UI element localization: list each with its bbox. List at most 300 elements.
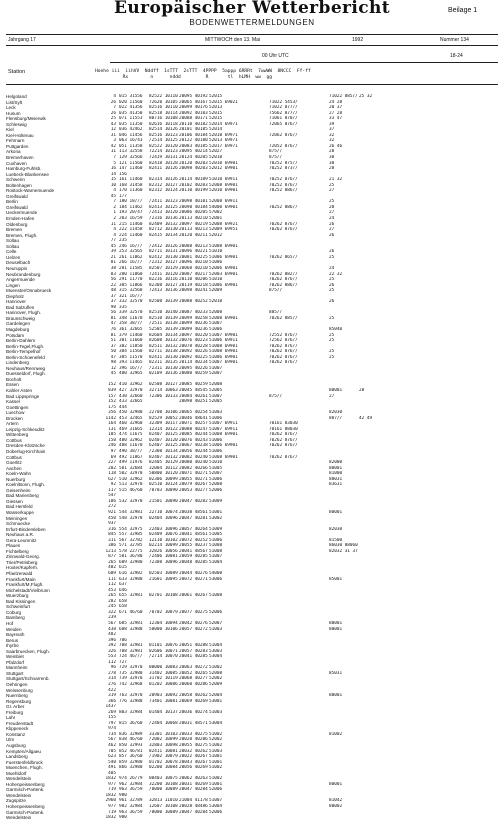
report-cell: 20098 40251 [179,399,208,405]
report-cell: 82522 10110 [149,94,178,99]
report-cell: 474 11675 [119,432,143,438]
time-range-label: 18-24 [450,53,463,59]
report-cell: 51006 69901 [209,282,238,288]
report-cell: 51008 69901 [209,243,238,249]
report-cell: 20 37 [329,105,343,111]
report-cell: 20065 40167 [179,99,208,105]
station-name: Bad Kissingen [6,598,36,604]
report-cell: 20087 40233 [179,310,208,316]
report-cell: 20088 40247 [179,426,208,432]
report-cell: 26 [329,282,335,288]
report-cell: 53004 [209,654,223,660]
report-cell: 339 32570 [119,310,143,316]
report-cell [269,815,329,821]
report-cell: 24 28 [329,99,343,105]
station-name: Freiburg [6,709,24,715]
report-cell: 20047 40284 [179,787,208,793]
report-cell: 70252 875// [269,160,298,166]
station-name: Frankfurt/M,Flugh. [6,582,44,588]
report-cell: 20067 40238 [179,443,208,449]
report-cell: 857 36/60 [119,754,143,760]
report-cell: 50 [110,349,116,355]
report-cell: 72308 10096 [149,559,178,565]
report-cell: 51006 [209,537,223,543]
station-name: Hohenpeissenberg [6,804,45,809]
report-cell: 21004 41178 [179,798,208,804]
report-cell: 53003 [209,648,223,654]
report-cell: 51002 [209,731,223,737]
report-cell: 53002 [209,515,223,521]
report-cell: 82030 [329,526,343,532]
report-cell: 51001 [209,754,223,760]
report-cell: 578 22775 [119,548,143,554]
station-name: Lahr [6,715,16,721]
report-cell: 410 32962 [119,382,143,388]
report-cell: 52505 10139 [149,326,178,332]
station-name: Berlin-Schoenefeld [6,354,45,360]
station-name: Boltenhagen [6,182,32,188]
report-cell: 70262 882// [269,271,298,277]
report-cell: 20124 40205 [179,155,208,161]
report-cell: 51006 [209,415,223,421]
report-cell: 658 [119,598,127,604]
report-cell: 392 [108,643,116,649]
report-cell: 20122 40180 [179,138,208,144]
report-cell: 20083 40185 [179,143,208,149]
report-cell: 462 [108,742,116,748]
report-cell: 875// [269,149,283,155]
report-cell: 2960 [105,798,116,804]
report-cell: 035 41350 [119,110,143,116]
station-name: Duesseldorf, Flugh. [6,371,46,377]
station-name: Meiningen [6,515,28,521]
report-cell: 12607 10108 [149,804,178,809]
report-cell: 859 32980 [119,759,143,765]
station-name: Zugspitze [6,798,26,804]
station-name: Deuselbach [6,260,31,266]
station-name: Stuttgart [6,670,24,676]
report-cell: 81002 [329,731,343,737]
report-cell: 51003 [209,748,223,754]
station-name: Saarbruecken, Flugh. [6,648,50,654]
report-cell: 85040 [329,326,343,332]
station-name: Bremen, Flugh. [6,232,38,238]
report-cell: 022 41356 [119,105,143,111]
report-cell: 502 32970 [119,471,143,477]
report-cell: 977 [108,804,116,809]
report-cell: 70252 886// [269,204,298,210]
report-cell: 70262 885// [269,315,298,321]
report-cell: 20114 40234 [179,360,208,366]
report-cell: 52001 [209,216,223,222]
report-cell: 71022 5453/ [269,99,298,105]
report-cell: 70252 876// [269,182,298,188]
report-cell: 20084 40261 [179,393,208,399]
report-cell: 482 [108,565,116,571]
report-cell: 20068 40277 [179,676,208,682]
report-cell: 80001 [329,465,343,471]
report-cell: 53004 [209,720,223,726]
report-cell: 80001 [329,693,343,699]
report-cell: 567 [108,737,116,743]
report-cell: 20057 40283 [179,648,208,654]
report-cell: 25 [329,349,335,355]
station-name: Koeln/Bonn, Flugh. [6,482,46,488]
station-name: Lindenberg [6,360,29,366]
report-cell: 974 [108,726,116,732]
station-name: Coburg [6,609,22,615]
report-cell: 20095 40214 [179,149,208,155]
code-column-subheader: Rx n nddd R tl hLMH ww gg [95,75,273,80]
report-cell: 26 [110,99,116,105]
report-cell: 20028 40286 [179,737,208,743]
report-cell: 282 [108,598,116,604]
report-cell: 615 [119,565,127,571]
report-cell: 26 [329,232,335,238]
report-cell: 28 [329,166,335,172]
report-cell: 22 32 [329,271,343,277]
report-cell: 315 32568 [119,288,143,294]
report-cell: 1 [113,210,116,216]
station-name: Bamberg [6,615,25,621]
report-cell: 20060 40286 [179,681,208,687]
station-name: Hannover, Flugh. [6,310,41,316]
report-cell: 118 [108,471,116,477]
report-cell: 51007 [209,798,223,804]
volume-label: Jahrgang 17 [8,37,36,43]
report-cell: 22403 10096 [149,526,178,532]
header-rule [110,62,498,63]
report-cell: 20032 40262 [179,748,208,754]
report-cell: 32200 10108 [149,781,178,787]
report-cell: 633 32980 [119,576,143,582]
report-cell: /1902 10079 [149,754,178,760]
report-cell: 20055 40237 [179,543,208,549]
report-cell: 53006 [209,576,223,582]
station-name: Emden-Hafen [6,216,35,222]
report-cell: 76 [110,326,116,332]
report-cell: 7 [113,105,116,111]
report-cell: 83631 [329,482,343,488]
report-cell: 25 [329,277,335,283]
report-cell: 113 32558 [119,149,143,155]
report-cell: 70252 876// [269,177,298,183]
report-cell: 314 [108,676,116,682]
report-cell: 492 11867 [119,454,143,460]
report-cell: 25 [329,182,335,188]
issue-number: Nummer 134 [440,37,469,43]
report-cell: 193 20/47 [119,210,143,216]
report-cell: 1213 [105,548,116,554]
station-name: Schleswig [6,121,27,127]
station-name: Wendelstein [6,815,32,821]
report-cell: 72065 876// [269,121,298,127]
report-cell: 02606 10071 [149,648,178,654]
station-name: Goerlitz [6,460,22,466]
report-cell: 688 32980 [119,626,143,632]
report-cell: 581 36/80 [119,554,143,560]
report-cell: 885// [269,310,283,316]
report-cell: 51006 69901 [209,254,238,260]
report-cell: 00000 10083 [149,665,178,671]
report-cell: 72552 876// [269,332,298,338]
report-cell: 37 [110,299,116,305]
report-cell: 671 46/60 [119,609,143,615]
report-cell: 510 32962 [119,476,143,482]
report-cell: 72620 10105 [149,99,178,105]
station-name: Klippeneck [6,726,29,732]
station-name: Schmuecke [6,521,31,527]
station-name: Neuruppin [6,265,28,271]
report-cell: 37 [110,293,116,299]
report-cell: 96 [110,665,116,671]
report-cell: 02409 10076 [149,532,178,538]
report-cell: 20080 40259 [179,371,208,377]
report-cell: 82413 10125 [149,204,178,210]
report-cell: 444 [119,404,127,410]
report-cell: 567 32782 [119,537,143,543]
report-cell: 32004 10112 [149,465,178,471]
report-cell: 51005 [209,532,223,538]
report-cell: 27 [329,393,335,399]
report-cell: 70262 876// [269,343,298,349]
report-cell: /2511 10138 [149,321,178,327]
report-cell: 184 11462 [119,204,143,210]
report-cell: 20061 40267 [179,593,208,599]
report-cell: 361 32665 [119,326,143,332]
report-cell: 815 36/60 [119,720,143,726]
report-cell: 81000 [329,471,343,477]
station-name: Flensburg/Meierwik [6,116,46,122]
report-cell: 460 32960 [119,421,143,427]
report-cell: 01702 10078 [149,759,178,765]
report-cell: 70262 876// [269,349,298,355]
report-cell: /2311 10130 [149,365,178,371]
station-name: Schweinfurt [6,604,31,610]
report-cell: 20045 48545 [179,387,208,393]
station-name: Celle [6,249,17,255]
report-cell: 381 11660 [119,338,143,344]
report-cell: 937 [108,521,116,527]
station-name: Bremerhaven [6,155,34,161]
station-name: Arkona [6,149,21,155]
report-cell: 52006 [209,809,223,815]
station-name: Plauen [6,543,21,549]
report-cell: 7 [113,199,116,205]
report-cell: 875// [269,393,283,399]
report-cell: 422 [108,687,116,693]
station-name: Berlin-Dahlem [6,338,36,344]
report-cell: 147 11460 [119,166,143,172]
report-cell: 82529 10052 [149,415,178,421]
report-cell: 56 [110,310,116,316]
station-name: Muenchen, Flugh. [6,765,43,771]
report-cell: 51007 [209,554,223,560]
report-cell: 82312 10124 [149,188,178,194]
report-cell: 168 31458 [119,182,143,188]
station-name: Michelstadt/Vielbrunn [6,587,50,593]
report-cell: 977 [108,781,116,787]
report-cell: 20044 40276 [179,571,208,577]
report-cell: 385 11570 [119,354,143,360]
report-cell: 887// [329,415,343,421]
station-name: Wendelstein [6,792,32,798]
report-cell: /2404 10068 [149,720,178,726]
report-cell: 20114 40189 [179,177,208,183]
report-cell: 52008 69901 [209,315,238,321]
supplement-label: Beilage 1 [448,7,478,14]
report-cell: 491 [108,765,116,771]
report-cell: 85001 [329,576,343,582]
report-cell: 20048 40285 [179,559,208,565]
report-cell: 20085 40259 [179,382,208,388]
report-cell: 222 11458 [119,227,143,233]
report-cell: 72413 10136 [149,288,178,294]
report-cell: 27 [329,210,335,216]
report-cell: 20043 40267 [179,759,208,765]
station-name: Pfalzdorf [6,659,25,665]
station-name: Muenster/Osnabrueck [6,288,52,294]
report-cell: 52009 [209,681,223,687]
report-cell: 52015 69021 [209,99,238,105]
report-cell: 20086 40205 [179,210,208,216]
report-cell: 739 32970 [119,676,143,682]
station-name: Brocken [6,415,23,421]
report-cell: 963 36/59 [119,787,143,793]
report-cell: 51010 [209,277,223,283]
report-cell: 685 32981 [119,620,143,626]
report-cell: 215 11460 [119,221,143,227]
station-name: Ulm [6,737,15,743]
report-cell: 20119 40218 [179,282,208,288]
report-cell: 20079 40267 [179,482,208,488]
report-cell: 571 32785 [119,543,143,549]
report-cell: 20099 40176 [179,105,208,111]
report-cell: 51009 [209,526,223,532]
report-cell: 20076 40223 [179,338,208,344]
report-cell: 54000 [209,571,223,577]
report-cell: 335 [119,304,127,310]
report-cell: 52006 [209,487,223,493]
report-cell: 20097 40220 [179,332,208,338]
report-cell: 616 32982 [119,571,143,577]
report-cell: 2 [113,216,116,222]
report-cell: 708 32981 [119,643,143,649]
report-cell: 25 [329,332,335,338]
station-name: Stuttgart/Schnarrenb. [6,676,50,682]
report-cell: 72214 10123 [149,149,178,155]
report-cell: 2 [113,204,116,210]
report-cell: 980 [119,815,127,821]
report-cell: 70252 873// [269,166,298,172]
station-name: Nuernberg [6,693,28,699]
report-cell: 51010 [209,249,223,255]
report-cell: 26 [110,110,116,116]
report-cell: 513 32970 [119,482,143,488]
report-cell: 1832 [105,776,116,782]
report-cell: 81 [110,315,116,321]
report-cell: 12110 10102 [149,537,178,543]
report-cell: 62407 10125 [149,443,178,449]
station-name: Angermuende [6,277,35,283]
report-cell: 20041 40285 [179,654,208,660]
report-cell: 1832 [105,815,116,821]
report-cell: 015 31556 [119,94,143,99]
report-cell: 51008 [209,543,223,549]
report-cell: 20097 40219 [179,221,208,227]
station-name: Bad Hersfeld [6,504,33,510]
report-cell: 763 32970 [119,693,143,699]
station-name: Weiden [6,626,22,632]
station-name: Bad Lippspringe [6,393,40,399]
report-cell: 25 [329,254,335,260]
report-cell: 70252 886// [269,188,298,194]
station-name: Kiel [6,127,14,133]
report-cell: 50800 10120 [149,471,178,477]
report-cell: 52004 [209,693,223,699]
report-cell: 4 [113,94,116,99]
report-cell: 82516 10110 [149,105,178,111]
report-cell: /2308 10134 [149,449,178,454]
report-cell: 52005 [209,399,223,405]
report-cell: 82312 10127 [149,182,178,188]
report-cell: 430 32660 [119,393,143,399]
report-cell: 20046 48641 [179,415,208,421]
report-cell: 20057 40264 [179,526,208,532]
report-cell: 112 [108,659,116,665]
report-cell: 20090 40184 [179,204,208,210]
station-name: Oldenburg [6,221,28,227]
report-cell: 88031 [329,476,343,482]
report-cell: 20088 40252 [179,299,208,305]
station-name: Frankfurt/Main [6,576,36,582]
report-cell: 22708 10106 [149,410,178,416]
report-cell: 98 [110,304,116,310]
report-cell: 553 [108,654,116,660]
report-cell: 70262 876// [269,360,298,366]
report-cell: 982 32984 [119,804,143,809]
report-cell: 82311 10135 [149,360,178,366]
report-cell: 245 [108,604,116,610]
report-cell: 20031 48571 [179,720,208,726]
report-cell: 20028 48486 [179,804,208,809]
report-cell: 20088 40213 [179,243,208,249]
report-cell: 175 [108,404,116,410]
report-cell: 453 32465 [119,415,143,421]
station-name: Kahler Asten [6,387,33,393]
station-name: Aachen [6,465,22,471]
report-cell: 20102 40203 [179,182,208,188]
report-cell: 20110 40182 [179,121,208,127]
report-cell: 28 [329,149,335,155]
report-cell: 52012 69901 [209,166,238,172]
report-cell: 47 [110,354,116,360]
report-cell: 224 11460 [119,232,143,238]
report-cell: 776 32980 [119,698,143,704]
report-cell: 82511 10132 [149,343,178,349]
report-cell: 52015 [209,110,223,116]
report-cell: 52007 [209,371,223,377]
report-cell: 21601 10095 [149,576,178,582]
report-cell: 52010 69901 [209,160,238,166]
report-cell: 52008 [209,310,223,316]
report-cell: 52015 [209,94,223,99]
report-cell: 281 11585 [119,265,143,271]
report-cell: 25 [329,315,335,321]
report-cell: 72562 876// [269,338,298,344]
report-cell: 52005 [209,387,223,393]
report-cell: 70161 88030 [269,426,298,432]
